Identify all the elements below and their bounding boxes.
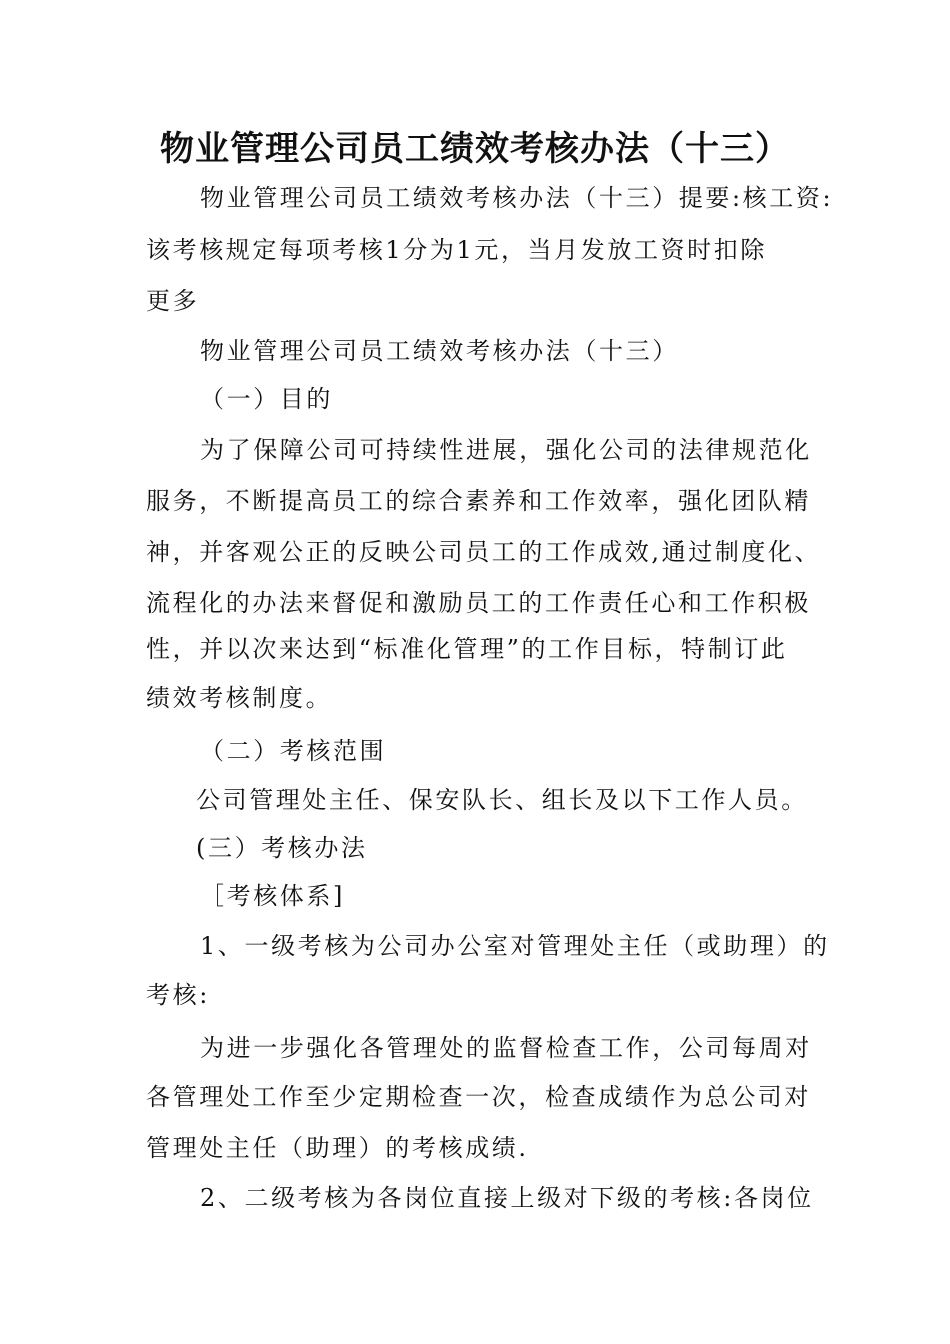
paragraph-line: 流程化的办法来督促和激励员工的工作责任心和工作积极 <box>146 589 811 617</box>
section-heading-scope: （二）考核范围 <box>200 737 387 765</box>
paragraph-line: 考核: <box>146 981 210 1009</box>
paragraph-line: 神，并客观公正的反映公司员工的工作成效,通过制度化、 <box>146 538 822 566</box>
section-heading-purpose: （一）目的 <box>200 385 333 413</box>
paragraph-line: 2、二级考核为各岗位直接上级对下级的考核:各岗位 <box>200 1184 814 1212</box>
subsection-heading-system: ［考核体系] <box>200 882 345 910</box>
paragraph-line: 1、一级考核为公司办公室对管理处主任（或助理）的 <box>200 932 830 960</box>
document-title: 物业管理公司员工绩效考核办法（十三） <box>160 129 790 169</box>
paragraph-line: 为了保障公司可持续性进展，强化公司的法律规范化 <box>200 436 812 464</box>
paragraph-line: 管理处主任（助理）的考核成绩. <box>146 1134 529 1162</box>
paragraph-line: 绩效考核制度。 <box>146 684 333 712</box>
paragraph-line: 为进一步强化各管理处的监督检查工作，公司每周对 <box>200 1034 812 1062</box>
section-heading-title: 物业管理公司员工绩效考核办法（十三） <box>200 337 679 365</box>
section-heading-method: (三）考核办法 <box>196 834 368 862</box>
paragraph-line: 性，并以次来达到“标准化管理”的工作目标，特制订此 <box>146 635 788 663</box>
paragraph-line: 各管理处工作至少定期检查一次，检查成绩作为总公司对 <box>146 1083 811 1111</box>
summary-line-1: 物业管理公司员工绩效考核办法（十三）提要:核工资: <box>200 184 834 212</box>
paragraph-line: 公司管理处主任、保安队长、组长及以下工作人员。 <box>196 786 808 814</box>
more-link-text: 更多 <box>146 287 200 315</box>
summary-line-2: 该考核规定每项考核1分为1元，当月发放工资时扣除 <box>146 236 767 264</box>
paragraph-line: 服务，不断提高员工的综合素养和工作效率，强化团队精 <box>146 487 811 515</box>
